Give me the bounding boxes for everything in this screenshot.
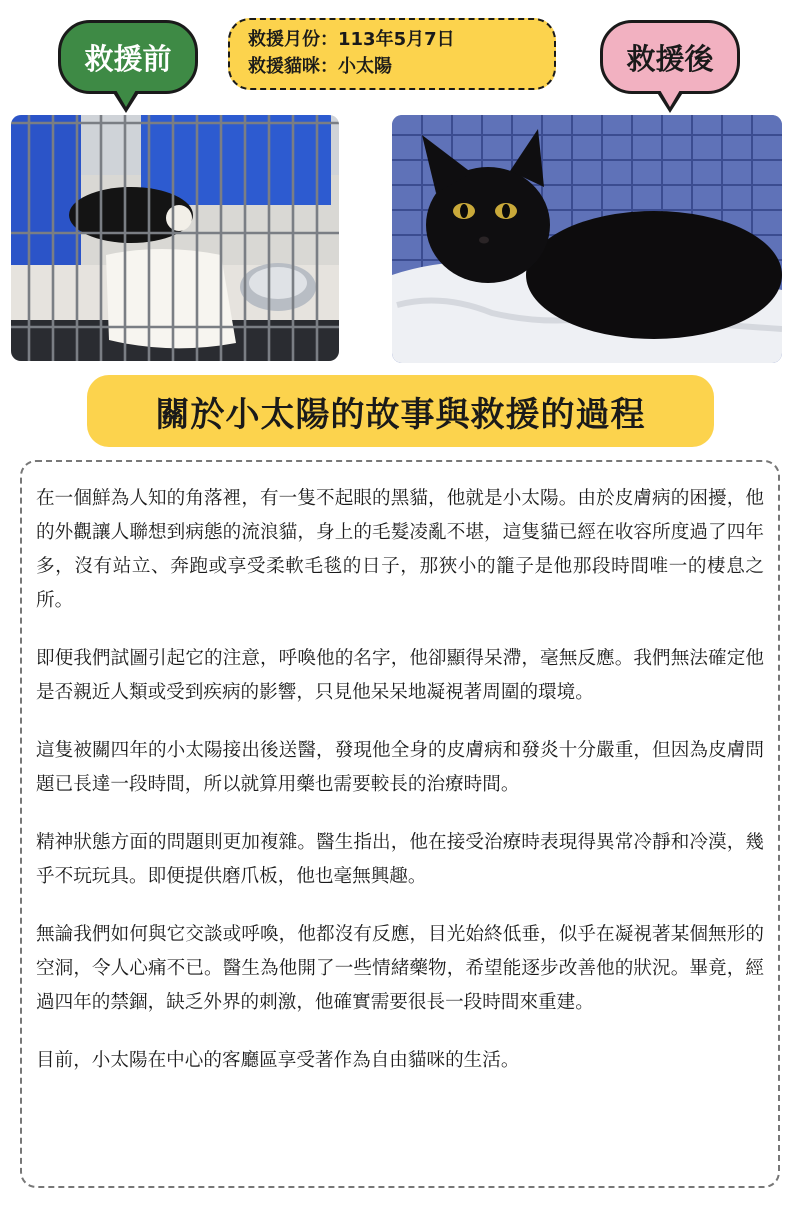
story-heading: 關於小太陽的故事與救援的過程 bbox=[87, 375, 714, 447]
story-paragraph-3: 這隻被關四年的小太陽接出後送醫，發現他全身的皮膚病和發炎十分嚴重，但因為皮膚問題已長達一段時間，所以就算用藥也需要較長的治療時間。 bbox=[36, 740, 764, 795]
story-paragraph-2: 即便我們試圖引起它的注意，呼喚他的名字，他卻顯得呆滯，毫無反應。我們無法確定他是否親近人類或受到疾病的影響，只見他呆呆地凝視著周圍的環境。 bbox=[36, 648, 764, 703]
after-rescue-photo bbox=[392, 115, 782, 363]
story-paragraph-5: 無論我們如何與它交談或呼喚，他都沒有反應，目光始終低垂，似乎在凝視著某個無形的空洞，令人心痛不已。醫生為他開了一些情緒藥物，希望能逐步改善他的狀況。畢竟，經過四年的禁錮，缺乏外界的刺激，他確實需要很長一段時間來重建。 bbox=[36, 924, 764, 1013]
story-paragraph-6: 目前，小太陽在中心的客廳區享受著作為自由貓咪的生活。 bbox=[36, 1050, 520, 1071]
before-rescue-bubble bbox=[58, 20, 198, 94]
after-bubble-tail-fill bbox=[660, 90, 680, 107]
rescue-month: 救援月份：113年5月7日 bbox=[248, 29, 455, 50]
caged-cat-illustration bbox=[11, 115, 339, 361]
before-rescue-label: 救援前 bbox=[84, 41, 172, 76]
before-rescue-photo bbox=[11, 115, 339, 361]
before-bubble-tail-fill bbox=[116, 90, 136, 107]
story-paragraph-4: 精神狀態方面的問題則更加複雜。醫生指出，他在接受治療時表現得異常冷靜和冷漠，幾乎不玩玩具。即便提供磨爪板，他也毫無興趣。 bbox=[36, 832, 764, 887]
after-rescue-label: 救援後 bbox=[626, 41, 714, 76]
after-rescue-bubble bbox=[600, 20, 740, 94]
resting-cat-illustration bbox=[392, 115, 782, 363]
story-box bbox=[20, 460, 780, 1188]
rescue-info-box bbox=[228, 18, 556, 90]
story-paragraph-1: 在一個鮮為人知的角落裡，有一隻不起眼的黑貓，他就是小太陽。由於皮膚病的困擾，他的外觀讓人聯想到病態的流浪貓，身上的毛髮凌亂不堪，這隻貓已經在收容所度過了四年多，沒有站立、奔跑或享受柔軟毛毯的日子，那狹小的籠子是他那段時間唯一的棲息之所。 bbox=[36, 488, 764, 611]
rescued-cat-name: 救援貓咪：小太陽 bbox=[248, 56, 392, 77]
